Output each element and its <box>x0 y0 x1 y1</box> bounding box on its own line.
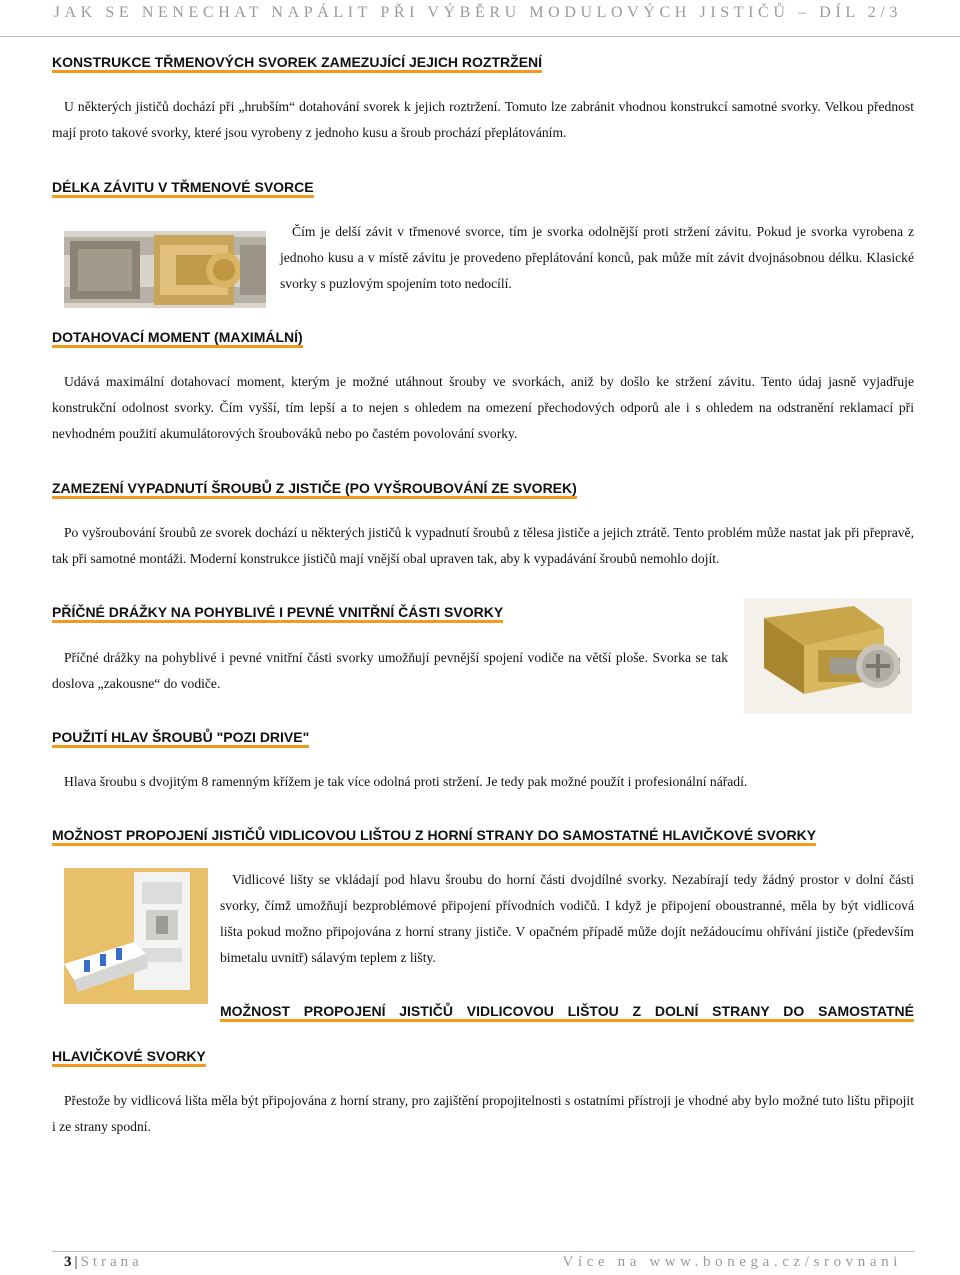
section-heading-screw-retention: ZAMEZENÍ VYPADNUTÍ ŠROUBŮ Z JISTIČE (PO VYŠROUBOVÁNÍ ZE SVOREK) <box>52 478 577 498</box>
section-text-torque: Udává maximální dotahovací moment, kterým je možné utáhnout šrouby ve svorkách, aniž by došlo ke stržení závitu. Tento údaj jasně vyjadřuje konstrukční odolnost svorky. Čím vyšší, tím lepší a to nejen s ohledem na omezení přechodových odporů ale i s ohledem na odstranění reklamací při nevhodném použití akumulátorových šroubováků nebo po častém povolování svorky. <box>52 374 914 441</box>
header-divider <box>0 36 960 37</box>
header-title: JAK SE NENECHAT NAPÁLIT PŘI VÝBĚRU MODULOVÝCH JISTIČŮ – DÍL 2/3 <box>53 4 902 21</box>
section-text-busbar-bottom: Přestože by vidlicová lišta měla být připojována z horní strany, pro zajištění propojitelnosti s ostatními přístroji je vhodné aby bylo možné tuto lištu připojit i ze strany spodní. <box>52 1093 914 1134</box>
section-heading-busbar-bottom-cont: HLAVIČKOVÉ SVORKY <box>52 1046 206 1066</box>
footer-divider <box>52 1251 914 1252</box>
brass-clamp-photo <box>744 598 912 714</box>
section-heading-grooves: PŘÍČNÉ DRÁŽKY NA POHYBLIVÉ I PEVNÉ VNITŘNÍ ČÁSTI SVORKY <box>52 602 503 622</box>
terminal-clamp-photo <box>64 231 266 308</box>
page-number: 3 <box>64 1254 72 1270</box>
section-text-clamp-construction: U některých jističů dochází při „hrubším“ dotahování svorek k jejich roztržení. Tomuto lze zabránit vhodnou konstrukcí samotné svorky. Velkou přednost mají proto takové svorky, které jsou vyrobeny z jednoho kusu a šroub prochází přeplátováním. <box>52 99 914 140</box>
section-text-thread-length: Čím je delší závit v třmenové svorce, tím je svorka odolnější proti stržení závitu. Pokud je svorka vyrobena z jednoho kusu a v místě závitu je provedeno přeplátování konců, pak může mít závit dvojnásobnou délku. Klasické svorky s puzlovým spojením toto nedocílí. <box>280 224 914 291</box>
breaker-busbar-photo <box>64 868 208 1004</box>
section-text-grooves: Příčné drážky na pohyblivé i pevné vnitřní části svorky umožňují pevnější spojení vodiče na větší ploše. Svorka se tak doslova „zakousne“ do vodiče. <box>52 650 728 691</box>
section-heading-torque: DOTAHOVACÍ MOMENT (MAXIMÁLNÍ) <box>52 327 303 347</box>
section-text-busbar-top: Vidlicové lišty se vkládají pod hlavu šroubu do horní části dvojdílné svorky. Nezabírají tedy žádný prostor v dolní části svorky, čímž umožňují bezproblémové připojení přívodních vodičů. I když je připojení oboustranné, měla by být vidlicová lišta pokud možno připojována z horní strany jističe. V opačném případě může dojít nežádoucímu ohřívání jističe (především bimetalu uvnitř) sálavým teplem z lišty. <box>220 872 914 965</box>
section-heading-busbar-top: MOŽNOST PROPOJENÍ JISTIČŮ VIDLICOVOU LIŠTOU Z HORNÍ STRANY DO SAMOSTATNÉ HLAVIČKOVÉ SVORKY <box>52 825 816 845</box>
section-heading-busbar-bottom: MOŽNOST PROPOJENÍ JISTIČŮ VIDLICOVOU LIŠTOU Z DOLNÍ STRANY DO SAMOSTATNÉ <box>220 1001 914 1021</box>
section-text-pozidrive: Hlava šroubu s dvojitým 8 ramenným křížem je tak více odolná proti stržení. Je tedy pak možné použít i profesionální nářadí. <box>64 774 748 789</box>
section-text-screw-retention: Po vyšroubování šroubů ze svorek dochází u některých jističů k vypadnutí šroubů z tělesa jističe a jejich ztrátě. Tento problém může nastat jak při přepravě, tak při samotné montáži. Moderní konstrukce jističů mají vnější obal upraven tak, aby k vypadávání šroubů nemohlo dojít. <box>52 525 914 566</box>
section-heading-clamp-construction: KONSTRUKCE TŘMENOVÝCH SVOREK ZAMEZUJÍCÍ JEJICH ROZTRŽENÍ <box>52 52 542 72</box>
page-number-block <box>64 1254 143 1271</box>
section-heading-thread-length: DÉLKA ZÁVITU V TŘMENOVÉ SVORCE <box>52 177 314 197</box>
footer-link[interactable]: Více na www.bonega.cz/srovnani <box>562 1254 902 1270</box>
section-heading-pozidrive: POUŽITÍ HLAV ŠROUBŮ "POZI DRIVE" <box>52 727 309 747</box>
page-label: Strana <box>80 1254 143 1270</box>
footer-separator: | <box>74 1254 78 1270</box>
